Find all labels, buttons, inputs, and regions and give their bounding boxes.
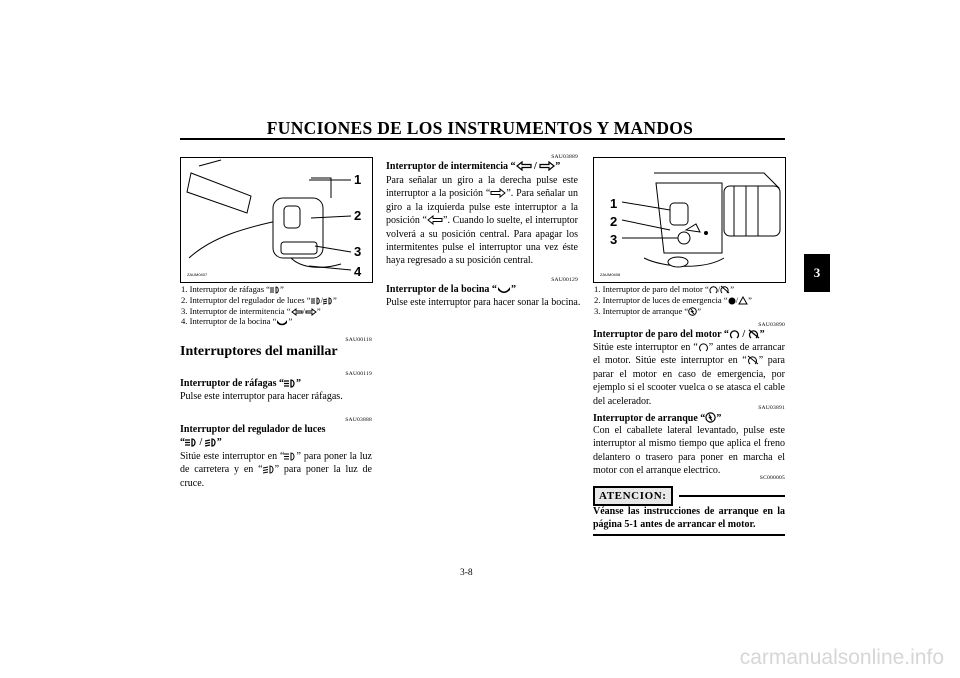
starter-heading: Interruptor de arranque “ ”	[593, 413, 722, 424]
callout-1: 1	[354, 172, 362, 187]
attention-bottom-rule	[593, 534, 785, 536]
horn-icon	[497, 285, 511, 294]
horn-switch-body: Pulse este interruptor para hacer sonar la bocina.	[386, 297, 581, 308]
turn-right-icon	[490, 188, 506, 198]
high-beam-icon	[284, 452, 296, 461]
ref-code: SAU03891	[758, 405, 785, 411]
turn-right-icon	[305, 308, 317, 316]
caption-item: 1. Interruptor de ráfagas “ ”	[181, 284, 284, 294]
turn-left-icon	[291, 308, 303, 316]
engine-run-icon	[729, 329, 740, 339]
high-beam-icon	[185, 438, 197, 447]
engine-stop-heading: Interruptor de paro del motor “ / ”	[593, 329, 765, 340]
turn-switch-heading: Interruptor de intermitencia “ / ”	[386, 161, 561, 172]
low-beam-icon	[205, 438, 217, 447]
section-title: Interruptores del manillar	[180, 344, 338, 359]
caption-item: 2. Interruptor de luces de emergencia “ / ”	[594, 294, 752, 305]
caption-item: 3. Interruptor de arranque “ ”	[594, 305, 702, 316]
callout-2: 2	[354, 208, 362, 223]
ref-code: SAU03888	[345, 417, 372, 423]
low-beam-icon	[323, 297, 333, 305]
caption-item: 3. Interruptor de intermitencia “ / ”	[181, 305, 321, 316]
ref-code: SAU03890	[758, 322, 785, 328]
hazard-icon	[738, 296, 748, 305]
engine-stop-icon	[747, 355, 759, 365]
horn-icon	[276, 318, 288, 326]
caption-item: 1. Interruptor de paro del motor “ / ”	[594, 284, 735, 294]
turn-left-icon	[427, 215, 443, 225]
pass-switch-body: Pulse este interruptor para hacer ráfagas.	[180, 391, 343, 402]
high-beam-icon	[270, 286, 280, 294]
attention-label: ATENCION:	[593, 486, 673, 506]
ref-code: SAU03889	[551, 154, 578, 160]
high-beam-icon	[311, 297, 321, 305]
dimmer-switch-body: Sitúe este interruptor en “ ” para poner la luz de carretera y en “ ” para poner la luz de cruce.	[180, 451, 372, 489]
attention-body: Véanse las instrucciones de arranque en la página 5-1 antes de arrancar el motor.	[593, 506, 785, 531]
callout-4: 4	[354, 264, 362, 279]
callout-1: 1	[610, 196, 618, 211]
engine-run-icon	[698, 342, 709, 352]
attention-box	[593, 486, 785, 506]
callout-2: 2	[610, 214, 618, 229]
attention-rule	[679, 495, 785, 497]
engine-run-icon	[709, 285, 718, 294]
ref-code: SAU00118	[345, 337, 372, 343]
ref-code: SAU00129	[551, 277, 578, 283]
figure-right-code: ZAUM0408	[600, 272, 621, 277]
figure-left-handlebar	[180, 157, 373, 283]
caption-item: 2. Interruptor del regulador de luces “ / ”	[181, 294, 337, 305]
figure-left-code: ZAUM0407	[187, 272, 208, 277]
callout-3: 3	[610, 232, 618, 247]
callout-3: 3	[354, 244, 362, 259]
page-number: 3-8	[460, 568, 473, 578]
dimmer-switch-heading: Interruptor del regulador de luces “ / ”	[180, 424, 326, 448]
low-beam-icon	[263, 465, 275, 474]
turn-left-icon	[516, 161, 532, 171]
right-captions	[594, 284, 786, 316]
starter-icon	[688, 307, 697, 316]
turn-switch-body: Para señalar un giro a la derecha pulse este interruptor a la posición “ ”. Para señalar un giro a la izquierda pulse este interruptor a la posición “ ”. Cuando lo suelte, el interruptor volverá a su posición central. Para apagar los intermitentes pulse el interruptor una vez éste haya regresado a su posición central.	[386, 175, 579, 267]
watermark: carmanualsonline.info	[739, 646, 944, 669]
page-header-title: FUNCIONES DE LOS INSTRUMENTOS Y MANDOS	[266, 118, 694, 138]
ref-code: SAU00119	[345, 371, 372, 377]
high-beam-icon	[284, 379, 296, 388]
turn-right-icon	[539, 161, 555, 171]
starter-icon	[705, 412, 716, 423]
chapter-tab: 3	[804, 254, 830, 292]
header-rule	[180, 138, 785, 140]
horn-switch-heading: Interruptor de la bocina “ ”	[386, 284, 516, 295]
left-captions	[181, 284, 373, 327]
engine-stop-icon	[720, 285, 730, 294]
pass-switch-heading: Interruptor de ráfagas “ ”	[180, 378, 301, 389]
engine-stop-body: Sitúe este interruptor en “ ” antes de arrancar el motor. Sitúe este interruptor en “ ” para parar el motor en caso de emergencia, por ejemplo si el scooter vuelca o se atasca el cable del acelerador.	[593, 342, 785, 407]
starter-body: Con el caballete lateral levantado, pulse este interruptor al mismo tiempo que aplica el freno delantero o trasero para poner en marcha el motor con el arranque electrico.	[593, 425, 785, 477]
hazard-off-icon	[728, 297, 736, 305]
ref-code: SC000005	[759, 475, 785, 481]
figure-right-handlebar	[593, 157, 786, 283]
caption-item: 4. Interruptor de la bocina “ ”	[181, 316, 293, 327]
engine-stop-icon	[748, 329, 760, 339]
